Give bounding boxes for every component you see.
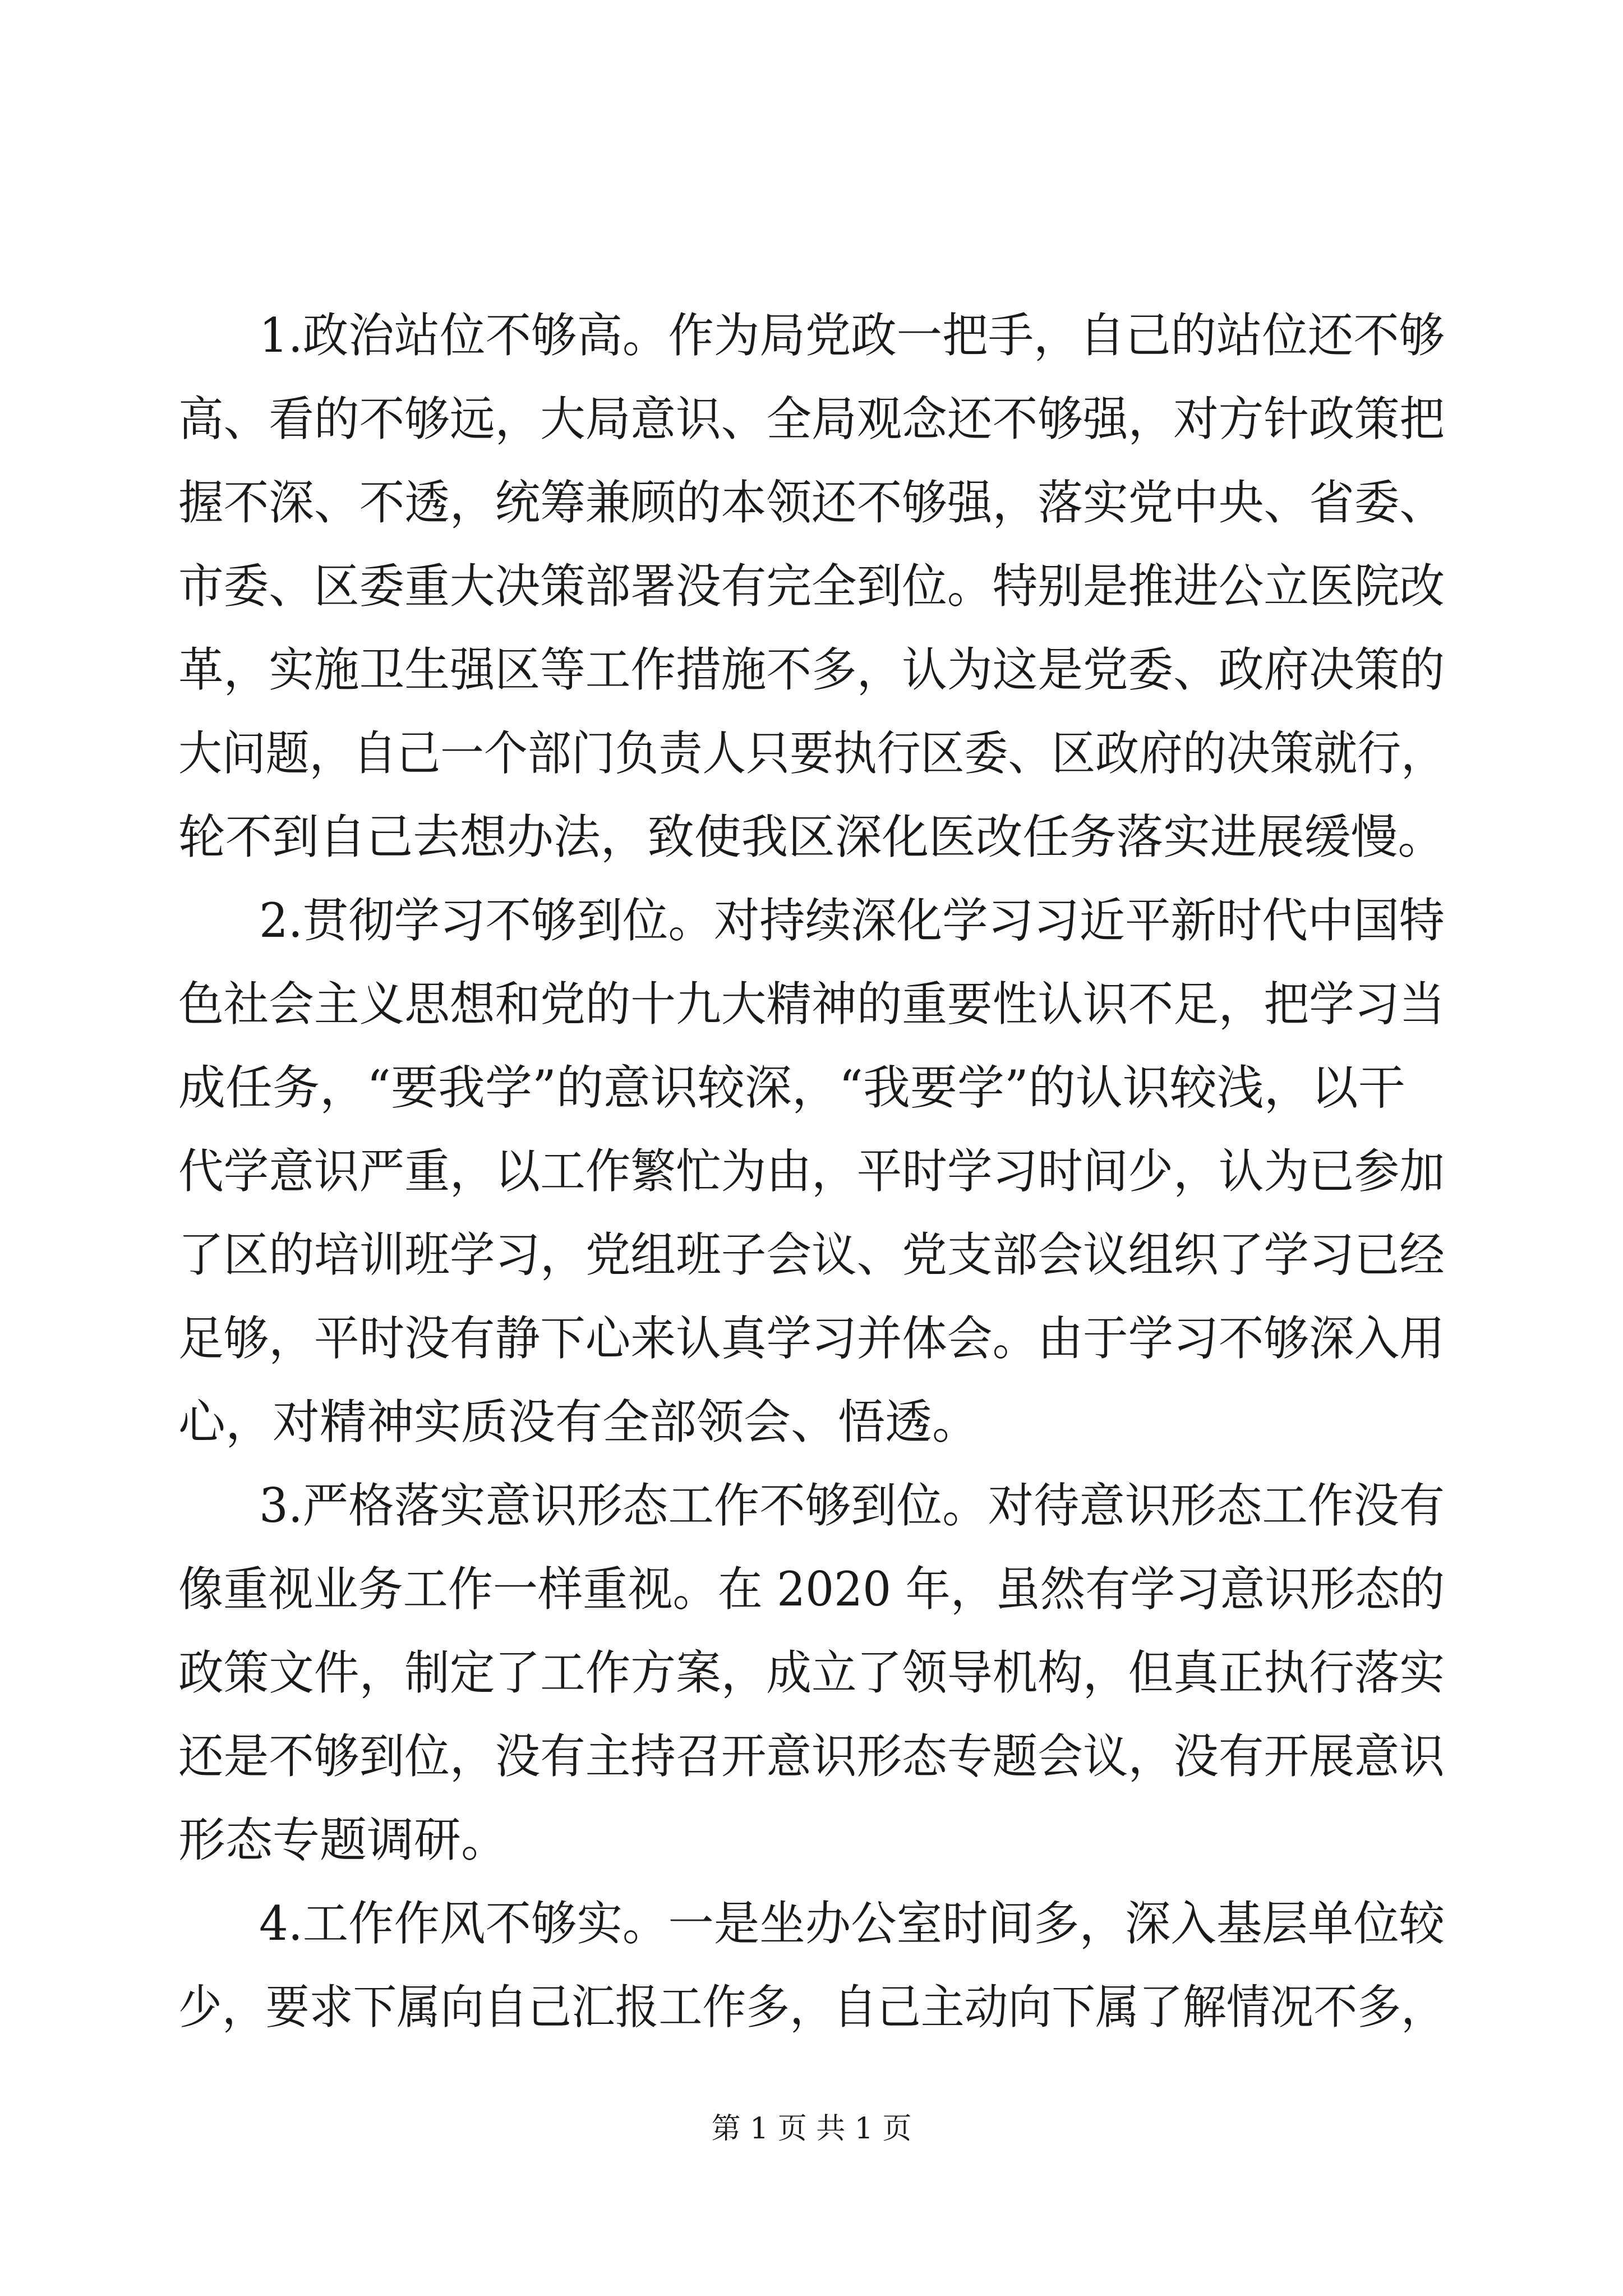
line-text: 足够，平时没有静下心来认真学习并体会。由于学习不够深入用 (178, 1311, 1445, 1366)
line-text: 形态专题调研。 (178, 1812, 509, 1867)
line-text: 成任务，“要我学”的意识较深，“我要学”的认识较浅，以干 (178, 1060, 1405, 1115)
line-text: 像重视业务工作一样重视。在 2020 年，虽然有学习意识形态的 (178, 1562, 1445, 1617)
line-text: 握不深、不透，统筹兼顾的本领还不够强，落实党中央、省委、 (178, 475, 1445, 530)
line-text: 心，对精神实质没有全部领会、悟透。 (178, 1395, 980, 1450)
line-text: 少，要求下属向自己汇报工作多，自己主动向下属了解情况不多， (178, 1980, 1445, 2035)
line-text: 革，实施卫生强区等工作措施不多，认为这是党委、政府决策的 (178, 642, 1445, 697)
line-text: 还是不够到位，没有主持召开意识形态专题会议，没有开展意识 (178, 1729, 1445, 1784)
line-text: 高、看的不够远，大局意识、全局观念还不够强，对方针政策把 (178, 392, 1445, 447)
line-text: 色社会主义思想和党的十九大精神的重要性认识不足，把学习当 (178, 977, 1445, 1032)
page-footer: 第 1 页 共 1 页 (711, 2112, 912, 2146)
line-text: 代学意识严重，以工作繁忙为由，平时学习时间少，认为已参加 (178, 1144, 1445, 1199)
line-text: 政策文件，制定了工作方案，成立了领导机构，但真正执行落实 (178, 1645, 1445, 1700)
line-text: 轮不到自己去想办法，致使我区深化医改任务落实进展缓慢。 (178, 809, 1445, 864)
line-text: 了区的培训班学习，党组班子会议、党支部会议组织了学习已经 (178, 1227, 1445, 1282)
line-text: 2.贯彻学习不够到位。对持续深化学习习近平新时代中国特 (259, 893, 1445, 948)
line-text: 大问题，自己一个部门负责人只要执行区委、区政府的决策就行， (178, 726, 1445, 781)
line-text: 4.工作作风不够实。一是坐办公室时间多，深入基层单位较 (259, 1896, 1445, 1951)
line-text: 3.严格落实意识形态工作不够到位。对待意识形态工作没有 (259, 1478, 1445, 1533)
line-text: 1.政治站位不够高。作为局党政一把手，自己的站位还不够 (259, 308, 1445, 363)
text-line (0, 1957, 1623, 2058)
line-text: 市委、区委重大决策部署没有完全到位。特别是推进公立医院改 (178, 559, 1445, 614)
